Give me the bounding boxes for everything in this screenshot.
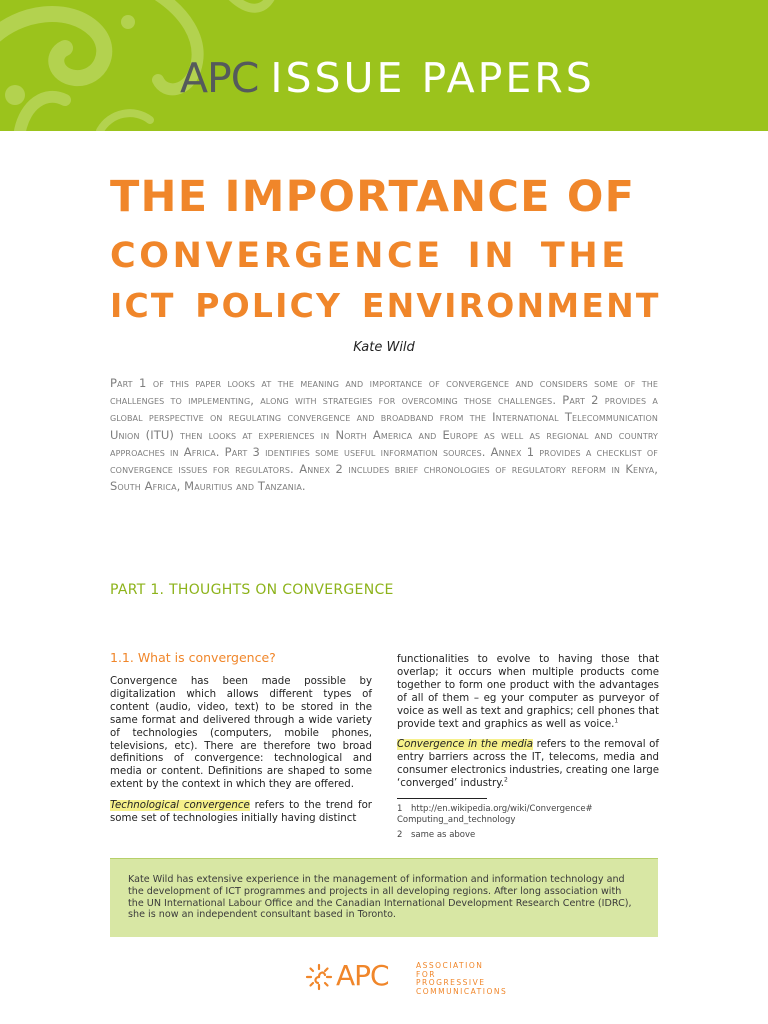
footnote-1 bbox=[397, 804, 597, 826]
footnote-number: 1 bbox=[397, 804, 403, 814]
part-heading: PART 1. THOUGHTS ON CONVERGENCE bbox=[110, 582, 394, 598]
series-brand: APC bbox=[180, 54, 259, 102]
logo-line-2: FOR PROGRESSIVE bbox=[416, 969, 486, 988]
convergence-media-text: refers to the removal of entry barriers across the IT, telecoms, media and consumer electronics industries, creating one large ‘converged’ industry. bbox=[397, 739, 659, 790]
footnote-2 bbox=[397, 830, 475, 841]
footnote-text: same as above bbox=[411, 830, 476, 840]
highlight-convergence-media: Convergence in the media bbox=[397, 739, 533, 751]
title-line-3: ICT POLICY ENVIRONMENT bbox=[110, 286, 661, 325]
paragraph-technological-continued bbox=[397, 654, 659, 731]
title-line-2: CONVERGENCE IN THE bbox=[110, 236, 629, 276]
header-banner bbox=[0, 0, 768, 131]
technological-convergence-text-continued: functionalities to evolve to having those that overlap; it occurs when multiple products come together to form one product with the advantages of all of them – eg your computer as purveyor of voice as well as text and graphics; cell phones that provide text and graphics as well as voice. bbox=[397, 654, 659, 730]
footnote-ref-2: 2 bbox=[504, 776, 508, 784]
paragraph-digitalization: Convergence has been made possible by digitalization which allows different types of content (audio, video, text) to be stored in the same format and delivered through a wide variety of technologies (computers, mobile phones, televisions, etc). There are therefore two broad definitions of convergence: technological and media or content. Definitions are shaped to some extent by the context in which they are offered. bbox=[110, 676, 372, 791]
sun-swirl-icon bbox=[302, 960, 336, 994]
paragraph-technological bbox=[110, 800, 372, 826]
footnote-ref-1: 1 bbox=[614, 717, 619, 725]
logo-line-1: ASSOCIATION bbox=[416, 961, 484, 970]
paragraph-media bbox=[397, 739, 659, 791]
series-label: ISSUE PAPERS bbox=[270, 54, 595, 102]
footnote-rule bbox=[397, 798, 487, 799]
author-bio-box bbox=[110, 858, 658, 937]
column-left bbox=[110, 650, 372, 834]
logo-wordmark: APC bbox=[336, 959, 389, 992]
technological-convergence-text: refers to the trend for some set of technologies initially having distinct bbox=[110, 800, 372, 825]
author-name: Kate Wild bbox=[353, 340, 415, 355]
title-line-1: THE IMPORTANCE OF bbox=[110, 172, 636, 222]
highlight-technological-convergence: Technological convergence bbox=[110, 800, 250, 812]
footnote-number: 2 bbox=[397, 830, 403, 840]
apc-logo bbox=[302, 958, 508, 998]
logo-tagline bbox=[416, 962, 507, 996]
series-title bbox=[180, 52, 595, 104]
author-bio-text: Kate Wild has extensive experience in the management of information and information technology and the development of ICT programmes and projects in all developing regions. After long association with the UN International Labour Office and the Canadian International Development Research Centre (IDRC), she is now an independent consultant based in Toronto. bbox=[128, 874, 632, 921]
section-heading: 1.1. What is convergence? bbox=[110, 650, 276, 665]
footnote-link[interactable]: http://en.wikipedia.org/wiki/Convergence#Computing_and_technology bbox=[397, 804, 593, 825]
abstract-paragraph: Part 1 of this paper looks at the meaning and importance of convergence and considers some of the challenges to implementing, along with strategies for overcoming those challenges. Part 2 provides a global perspective on regulating convergence and broadband from the International Telecommunication Union (ITU) then looks at experiences in North America and Europe as well as regional and country approaches in Africa. Part 3 identifies some useful information sources. Annex 1 provides a checklist of convergence issues for regulators. Annex 2 includes brief chronologies of regulatory reform in Kenya, South Africa, Mauritius and Tanzania. bbox=[110, 376, 658, 494]
column-right bbox=[397, 654, 659, 799]
logo-line-3: COMMUNICATIONS bbox=[416, 986, 508, 996]
